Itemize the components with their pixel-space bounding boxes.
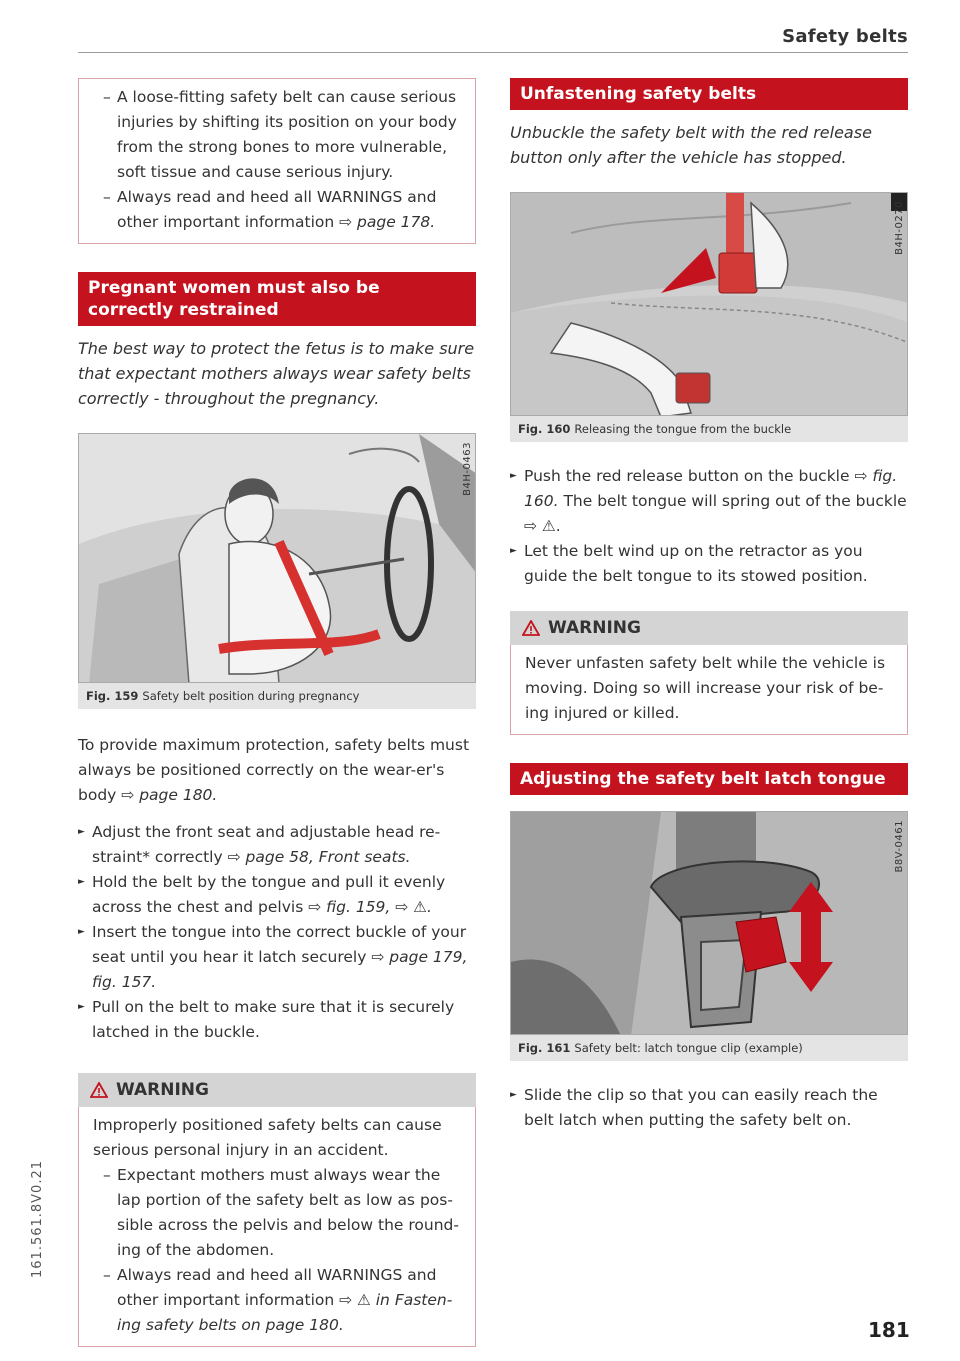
- step-item: ► Pull on the belt to make sure that it is securely latched in the buckle.: [78, 995, 476, 1045]
- document-code: 161.561.8V0.21: [30, 1160, 45, 1278]
- pregnant-driver-illustration: [79, 434, 476, 683]
- unfasten-steps: [510, 464, 908, 589]
- figure-161-image: [510, 811, 908, 1035]
- warning-item-2: – Always read and heed all WARNINGS and other important information ⇨ page 178.: [93, 185, 461, 235]
- warning-header: WARNING: [510, 611, 908, 645]
- section-heading-pregnant: Pregnant women must also be correctly restrained: [78, 272, 476, 326]
- continued-warning-box: [78, 78, 476, 244]
- figure-ref-link[interactable]: ⇨ fig. 160.: [524, 467, 898, 510]
- warning-item-1: – A loose-fitting safety belt can cause serious injuries by shifting its position on your body from the strong bones to more vulnerable, soft tissue and cause serious injury.: [93, 85, 461, 185]
- pregnant-warning: [78, 1073, 476, 1347]
- step-item: ► Slide the clip so that you can easily reach the belt latch when putting the safety belt on.: [510, 1083, 908, 1133]
- buckle-release-illustration: [511, 193, 908, 416]
- page-ref-link[interactable]: ⇨ page 178.: [339, 213, 436, 231]
- figure-code: B4H-0270: [894, 201, 905, 255]
- figure-code: B8V-0461: [894, 820, 905, 873]
- figure-159-caption: Fig. 159 Safety belt position during pregnancy: [78, 683, 476, 709]
- latch-tongue-illustration: [511, 812, 908, 1035]
- figure-code: B4H-0463: [462, 442, 473, 496]
- header-rule: [78, 52, 908, 53]
- warning-triangle-icon: [522, 620, 540, 636]
- pregnant-paragraph: To provide maximum protection, safety belts must always be positioned correctly on the wear-er's body ⇨ page 180.: [78, 736, 470, 804]
- warning-intro: Improperly positioned safety belts can cause serious personal injury in an accident.: [93, 1116, 442, 1159]
- warning-item: – Always read and heed all WARNINGS and other important information ⇨ ⚠ in Fasten-ing safety belts on page 180.: [93, 1263, 461, 1338]
- figure-ref-link[interactable]: ⇨ fig. 159, ⇨ ⚠.: [308, 898, 432, 916]
- warning-body: Never unfasten safety belt while the vehicle is moving. Doing so will increase your risk of be-ing injured or killed.: [510, 645, 908, 735]
- pregnant-steps: [78, 820, 476, 1045]
- warning-triangle-icon: [90, 1082, 108, 1098]
- step-item: ► Adjust the front seat and adjustable head re-straint* correctly ⇨ page 58, Front seats.: [78, 820, 476, 870]
- page-header-title: Safety belts: [782, 26, 908, 47]
- left-column: [78, 78, 476, 1347]
- section-heading-latch: Adjusting the safety belt latch tongue: [510, 763, 908, 795]
- figure-160-caption: Fig. 160 Releasing the tongue from the buckle: [510, 416, 908, 442]
- step-item: ► Insert the tongue into the correct buckle of your seat until you hear it latch securely ⇨ page 179, fig. 157.: [78, 920, 476, 995]
- page-ref-link[interactable]: ⇨ page 180.: [121, 786, 218, 804]
- section-intro-unfasten: Unbuckle the safety belt with the red release button only after the vehicle has stopped.: [510, 123, 872, 167]
- step-item: ► Let the belt wind up on the retractor as you guide the belt tongue to its stowed position.: [510, 539, 908, 589]
- step-item: ► Push the red release button on the buckle ⇨ fig. 160. The belt tongue will spring out of the buckle ⇨ ⚠.: [510, 464, 908, 539]
- warning-header: WARNING: [78, 1073, 476, 1107]
- page-ref-link[interactable]: ⇨ page 179, fig. 157.: [92, 948, 468, 991]
- figure-161-caption: Fig. 161 Safety belt: latch tongue clip (example): [510, 1035, 908, 1061]
- section-heading-unfasten: Unfastening safety belts: [510, 78, 908, 110]
- page-ref-link[interactable]: ⇨ ⚠ in Fasten-ing safety belts on page 180.: [117, 1291, 453, 1334]
- section-intro-pregnant: The best way to protect the fetus is to make sure that expectant mothers always wear safety belts correctly - throughout the pregnancy.: [78, 339, 475, 408]
- right-column: [510, 78, 908, 1133]
- unfasten-warning: [510, 611, 908, 735]
- step-item: ► Hold the belt by the tongue and pull it evenly across the chest and pelvis ⇨ fig. 159, ⇨ ⚠.: [78, 870, 476, 920]
- warning-body: [78, 1107, 476, 1347]
- figure-159-image: [78, 433, 476, 683]
- figure-160-image: [510, 192, 908, 416]
- page-ref-link[interactable]: ⇨ page 58, Front seats.: [227, 848, 411, 866]
- page-number: 181: [868, 1318, 910, 1342]
- warning-item: – Expectant mothers must always wear the lap portion of the safety belt as low as pos-sible across the pelvis and below the round-ing of the abdomen.: [93, 1163, 461, 1263]
